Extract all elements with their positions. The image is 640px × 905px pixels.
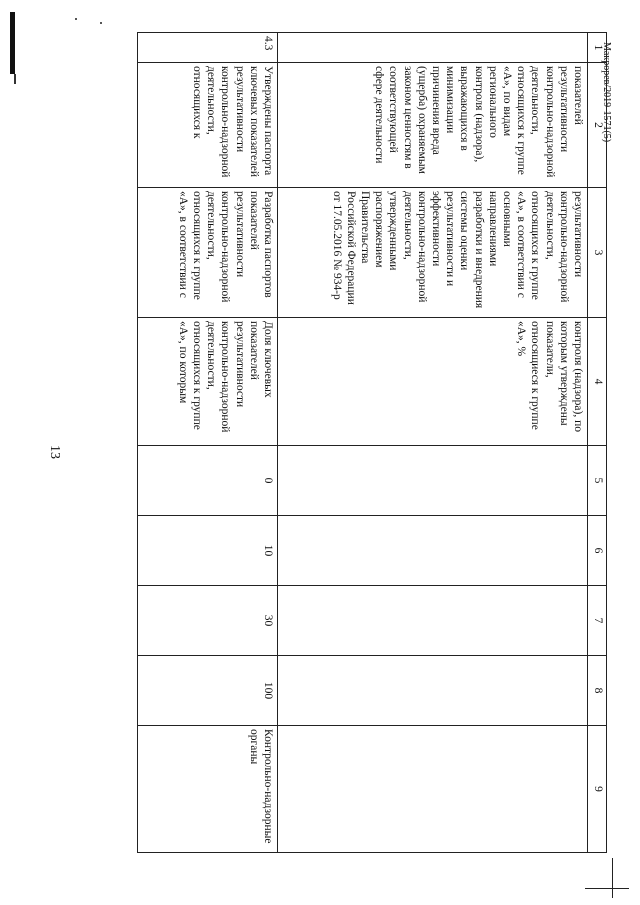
- col-header: 9: [588, 726, 607, 853]
- col-header: 4: [588, 318, 607, 446]
- cell-number: [278, 33, 588, 63]
- plan-table: [137, 32, 607, 853]
- col-header: 6: [588, 516, 607, 586]
- header-row: [588, 33, 607, 853]
- cell-indicator: контроля (надзора), по которым утверждены показатели, относящиеся к группе «А», %: [278, 318, 588, 446]
- scan-dot: [75, 18, 77, 20]
- cell-responsible: Контрольно-надзорные органы: [138, 726, 278, 853]
- rotated-page: [105, 32, 607, 852]
- table-row: [138, 33, 278, 853]
- scan-dot: [100, 22, 102, 24]
- cell-event: Утверждены паспорта ключевых показателей результативности контрольно-надзорной деятельности, относящихся к: [138, 63, 278, 188]
- col-header: 2: [588, 63, 607, 188]
- cell-number: 4.3: [138, 33, 278, 63]
- cell-value: [278, 516, 588, 586]
- page-number: 13: [47, 445, 62, 459]
- cell-value: 0: [138, 446, 278, 516]
- col-header: 3: [588, 188, 607, 318]
- cell-value: [278, 586, 588, 656]
- col-header: 7: [588, 586, 607, 656]
- cell-value: [278, 656, 588, 726]
- cell-value: 100: [138, 656, 278, 726]
- binding-mark: [10, 12, 15, 74]
- cell-value: 10: [138, 516, 278, 586]
- col-header: 1: [588, 33, 607, 63]
- cell-action: Разработка паспортов показателей результативности контрольно-надзорной деятельности, относящихся к группе «А», в соответствии с: [138, 188, 278, 318]
- document-code: Макрорев/2019-1571(5): [601, 42, 612, 143]
- cell-value: [278, 446, 588, 516]
- binding-mark-tail: [14, 74, 16, 84]
- cell-event: показателей результативности контрольно-надзорной деятельности, относящихся к группе «А», по видам регионального контроля (надзора), выражающихся в минимизации причинения вреда (ущерба) охраняемым законом ценностям в соответствующей сфере деятельности: [278, 63, 588, 188]
- col-header: 8: [588, 656, 607, 726]
- col-header: 5: [588, 446, 607, 516]
- cell-indicator: Доля ключевых показателей результативности контрольно-надзорной деятельности, относящихся к группе «А», по которым: [138, 318, 278, 446]
- cell-value: 30: [138, 586, 278, 656]
- corner-line: [585, 888, 629, 889]
- corner-line: [612, 858, 613, 898]
- table-row: [278, 33, 588, 853]
- cell-responsible: [278, 726, 588, 853]
- cell-action: результативности контрольно-надзорной деятельности, относящихся к группе «А», в соответствии с основными направлениями разработки и внедрения системы оценки результативности и эффективности контрольно-надзорной деятельности, утвержденными распоряжением Правительства Российской Федерации от 17.05.2016 № 934-р: [278, 188, 588, 318]
